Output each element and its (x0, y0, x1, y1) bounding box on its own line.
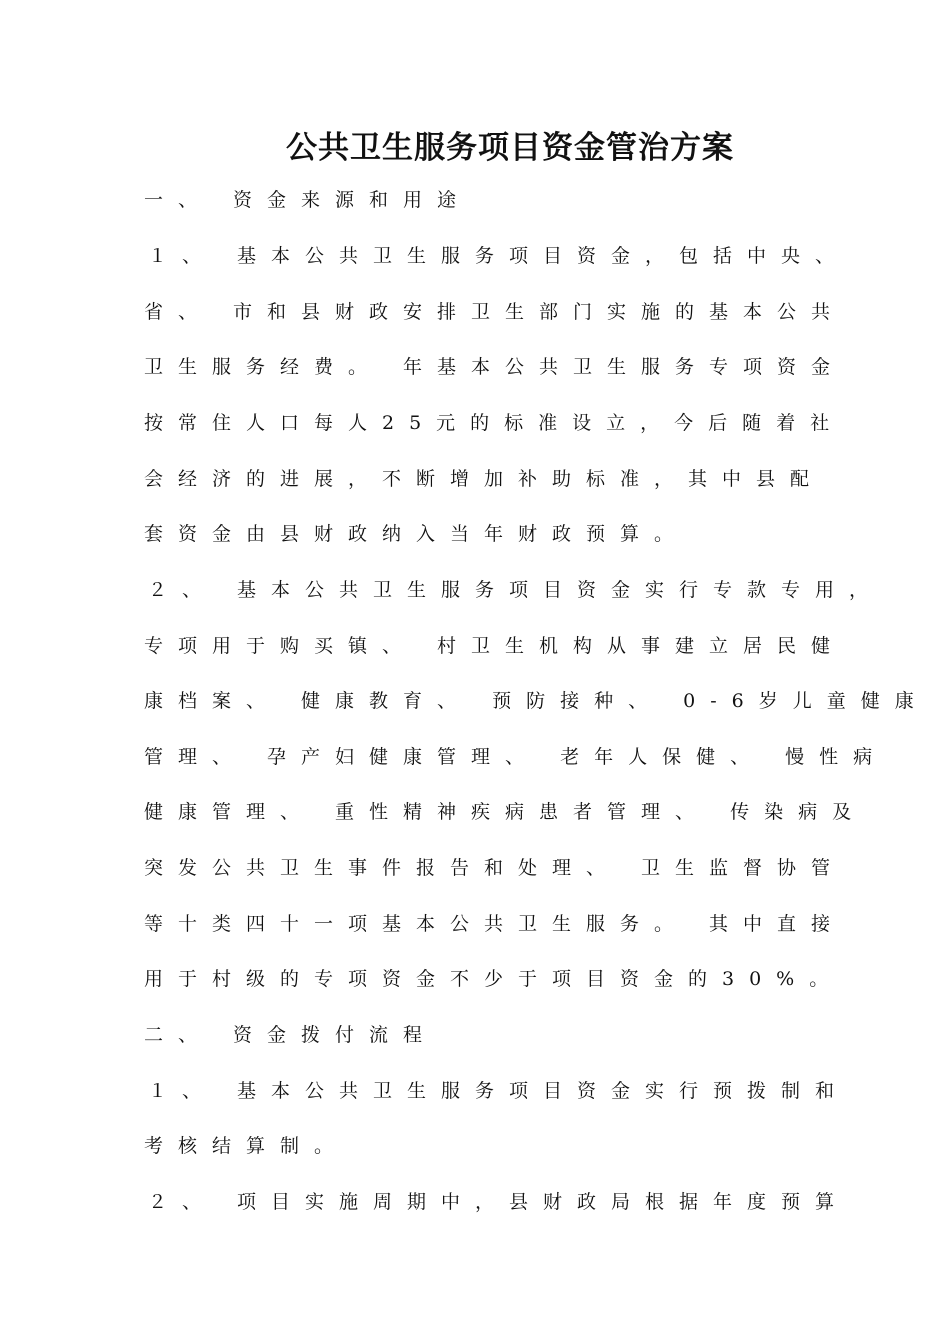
paragraph-line: 管理、 孕产妇健康管理、 老年人保健、 慢性病 (144, 746, 888, 768)
paragraph-line: １、 基本公共卫生服务项目资金实行预拨制和 (148, 1080, 850, 1102)
paragraph-line: １、 基本公共卫生服务项目资金，包括中央、 (148, 245, 850, 267)
paragraph-line: 等十类四十一项基本公共卫生服务。 其中直接 (144, 913, 846, 935)
paragraph-line: 省、 市和县财政安排卫生部门实施的基本公共 (144, 301, 846, 323)
paragraph-line: 突发公共卫生事件报告和处理、 卫生监督协管 (144, 857, 846, 879)
paragraph-line: 康档案、 健康教育、 预防接种、 0-6岁儿童健康 (144, 690, 929, 712)
paragraph-line: 用于村级的专项资金不少于项目资金的30%。 (144, 968, 844, 990)
paragraph-line: 健康管理、 重性精神疾病患者管理、 传染病及 (144, 801, 867, 823)
paragraph-line: ２、 基本公共卫生服务项目资金实行专款专用， (148, 579, 884, 601)
section-heading-2: 二、 资金拨付流程 (144, 1024, 438, 1046)
paragraph-line: ２、 项目实施周期中，县财政局根据年度预算 (148, 1191, 850, 1213)
paragraph-line: 套资金由县财政纳入当年财政预算。 (144, 523, 689, 545)
section-heading-1: 一、 资金来源和用途 (144, 189, 472, 211)
paragraph-line: 专项用于购买镇、 村卫生机构从事建立居民健 (144, 635, 846, 657)
document-title: 公共卫生服务项目资金管治方案 (286, 130, 734, 166)
paragraph-line: 会经济的进展，不断增加补助标准，其中县配 (144, 468, 825, 490)
paragraph-line: 卫生服务经费。 年基本公共卫生服务专项资金 (144, 356, 846, 378)
paragraph-line: 考核结算制。 (144, 1135, 349, 1157)
paragraph-line: 按常住人口每人25元的标准设立，今后随着社 (144, 412, 845, 434)
